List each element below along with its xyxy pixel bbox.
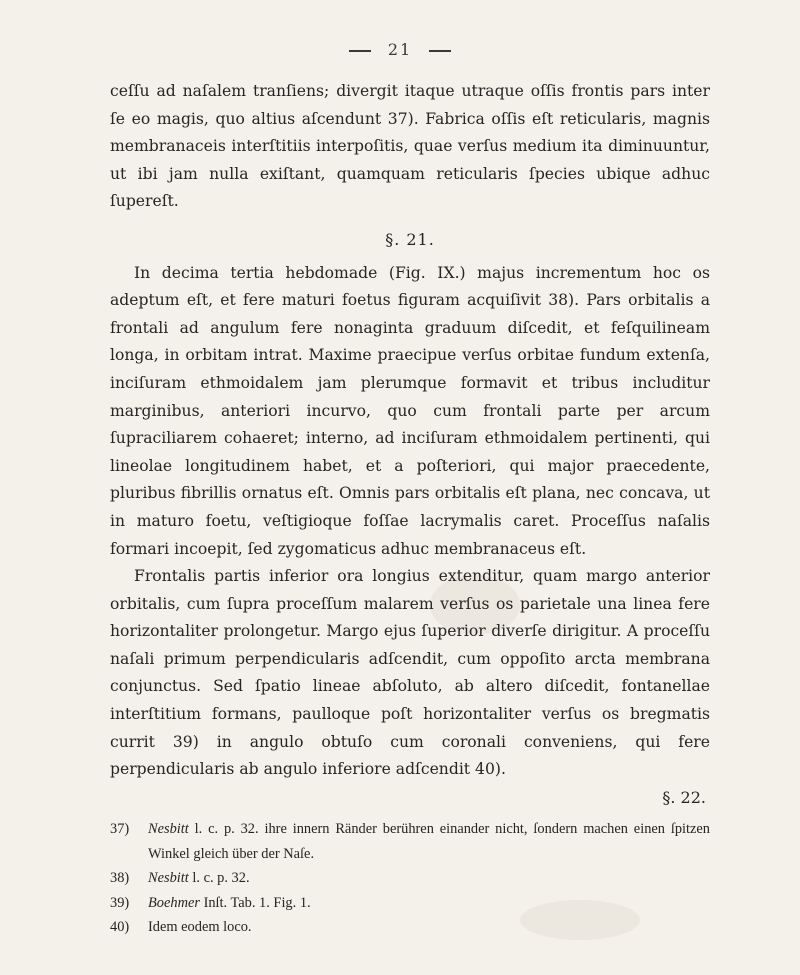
footnote [110, 866, 710, 891]
footnote-text: l. c. p. 32. ihre innern Ränder berühren einander nicht, ſondern machen einen ſpitzen Winkel gleich über der Naſe. [148, 821, 710, 862]
section-heading-21: §. 21. [385, 229, 435, 249]
footnote-text: l. c. p. 32. [192, 870, 250, 887]
header-dash-left [349, 50, 371, 52]
footnote [110, 915, 710, 940]
footnotes [110, 817, 710, 940]
paragraph: In decima tertia hebdomade (Fig. IX.) majus incrementum hoc os adeptum eſt, et fere maturi foetus figuram acquiſivit 38). Pars orbitalis a frontali ad angulum fere nonaginta graduum diſcedit, et feſquilineam longa, in orbitam intrat. Maxime praecipue verſus orbitae fundum extenſa, inciſuram ethmoidalem jam plerumque formavit et tribus includitur marginibus, anteriori incurvo, quo cum frontali parte per arcum ſupraciliarem cohaeret; interno, ad inciſuram ethmoidalem pertinenti, qui lineolae longitudinem habet, et a poſteriori, qui major praecedente, pluribus fibrillis ornatus eſt. Omnis pars orbitalis eſt plana, nec concava, ut in maturo foetu, veſtigioque foſſae lacrymalis caret. Proceſſus naſalis formari incoepit, ſed zygomaticus adhuc membranaceus eſt. [110, 263, 710, 558]
catchword: §. 22. [662, 787, 706, 807]
footnote [110, 817, 710, 866]
footnote-author: Nesbitt [148, 821, 189, 838]
paragraph-continued: ceſſu ad naſalem tranſiens; divergit itaque utraque oſſis frontis pars inter ſe eo magis, quo altius aſcendunt 37). Fabrica oſſis eſt reticularis, magnis membranaceis interſtitiis interpoſitis, quae verſus medium ita diminuuntur, ut ibi jam nulla exiſtant, quamquam reticularis ſpecies ubique adhuc ſupereſt. [110, 82, 710, 211]
footnote-number: 37) [110, 821, 130, 838]
footnote-number: 39) [110, 894, 130, 911]
main-text [110, 78, 710, 940]
footnote [110, 891, 710, 916]
footnote-author: Boehmer [148, 894, 200, 911]
footnote-author: Nesbitt [148, 870, 189, 887]
footnote-text: Inſt. Tab. 1. Fig. 1. [203, 894, 311, 911]
running-header [0, 40, 800, 59]
footnote-number: 40) [110, 919, 130, 936]
footnote-text: Idem eodem loco. [148, 919, 252, 936]
paragraph: Frontalis partis inferior ora longius extenditur, quam margo anterior orbitalis, cum ſupra proceſſum malarem verſus os parietale una linea fere horizontaliter prolongetur. Margo ejus ſuperior diverſe dirigitur. A proceſſu naſali primum perpendicularis adſcendit, cum oppoſito arcta membrana conjunctus. Sed ſpatio lineae abſoluto, ab altero diſcedit, fontanellae interſtitium formans, paulloque poſt horizontaliter verſus os bregmatis currit 39) in angulo obtuſo cum coronali conveniens, qui fere perpendicularis ab angulo inferiore adſcendit 40). [110, 567, 710, 779]
footnote-number: 38) [110, 870, 130, 887]
page-number: 21 [387, 40, 413, 59]
header-dash-right [429, 50, 451, 52]
